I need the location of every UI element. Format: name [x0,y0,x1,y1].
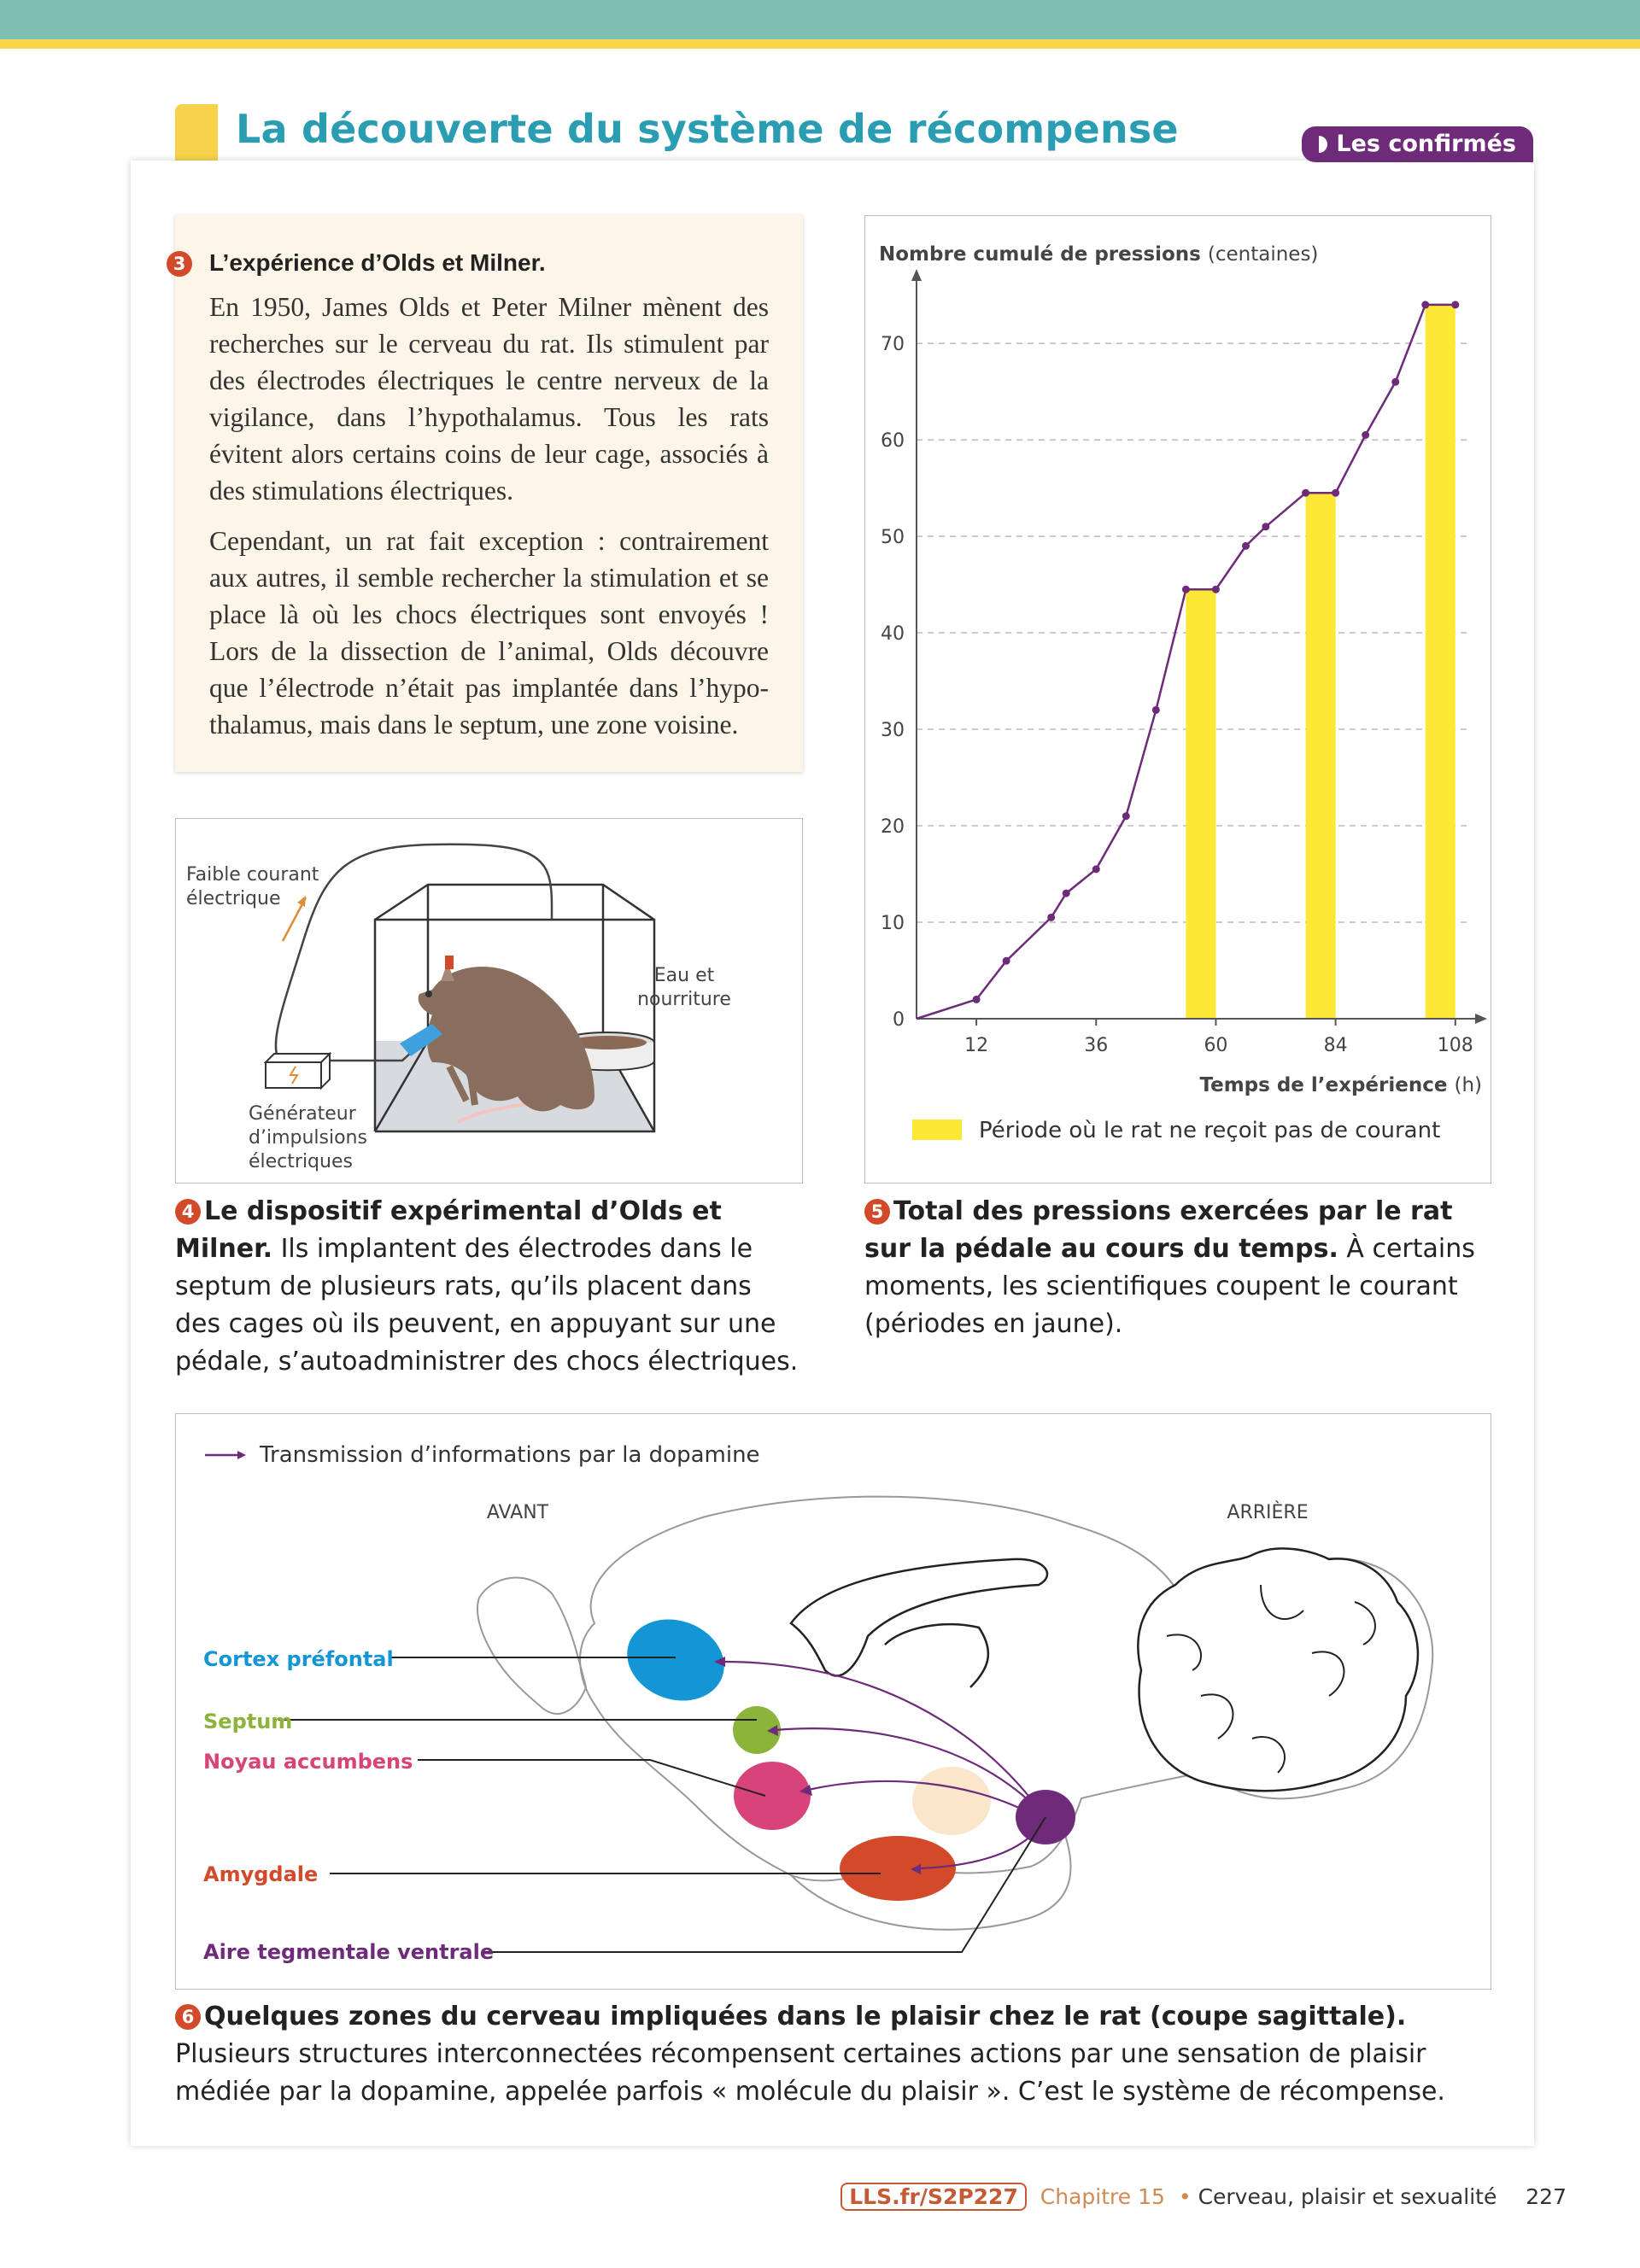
data-point-10 [1242,542,1250,550]
y-tick-label-50: 50 [881,527,905,549]
region-nucleus-accumbens [734,1762,811,1830]
level-badge [1302,126,1533,162]
doc-number-6: 6 [175,2004,201,2030]
data-point-7 [1152,706,1160,714]
data-point-15 [1391,378,1399,386]
label-generator-line2: d’impulsions [249,1127,367,1149]
data-point-16 [1421,301,1429,308]
y-axis-arrow [911,269,922,281]
label-current-line1: Faible courant [186,864,319,886]
label-vta: Aire tegmentale ventrale [203,1940,495,1964]
brain-sagittal-section [176,1414,1492,1990]
footer-separator: • [1178,2184,1192,2209]
experimental-setup-illustration [176,819,804,1184]
pulse-generator [266,1054,330,1088]
series-polyline [917,305,1456,1019]
data-point-9 [1212,586,1220,593]
dopamine-legend-label: Transmission d’informations par la dopamine [260,1442,760,1468]
data-point-17 [1451,301,1459,308]
y-tick-label-0: 0 [893,1009,905,1031]
data-point-11 [1262,523,1269,530]
x-tick-label-60: 60 [1204,1035,1228,1056]
y-tick-label-20: 20 [881,816,905,839]
no-current-bar-3 [1426,305,1456,1019]
hippocampus [885,1624,988,1687]
doc4-caption [175,1193,803,1381]
footer-chapter-title: Cerveau, plaisir et sexualité [1198,2184,1497,2209]
y-tick-label-70: 70 [881,334,905,356]
data-point-5 [1092,865,1100,873]
label-food-line2: nourriture [637,989,731,1010]
half-circle-icon [1319,136,1327,153]
olfactory-bulb [477,1577,586,1713]
doc6-caption-title: Quelques zones du cerveau impliquées dans le plaisir chez le rat (coupe sagittale). [204,2002,1407,2031]
dopamine-legend [205,1442,760,1468]
no-current-bar-2 [1306,493,1336,1019]
footer-chapter: Chapitre 15 [1040,2184,1165,2209]
doc3-paragraph-2: Cependant, un rat fait exception : contrairement aux autres, il semble rechercher la stimulation et se place là où les chocs électriques sont envoyés ! Lors de la dissection de l’animal, Olds découvre que l’électrode n’était pas implantée dans l’hypothalamus, mais dans le septum, une zone voisine. [209,526,769,739]
page-footer [840,2183,1567,2211]
doc-number-5: 5 [864,1199,890,1225]
doc6-caption [175,1998,1491,2111]
doc4-caption-title: Le dispositif expérimental d’Olds et Milner. [175,1196,722,1264]
cumulative-presses-chart-frame [864,215,1491,1184]
y-tick-label-40: 40 [881,623,905,646]
no-current-bar-1 [1186,589,1215,1019]
data-point-3 [1047,914,1055,921]
x-tick-label-36: 36 [1084,1035,1109,1056]
chart-y-label-main: Nombre cumulé de pressions [879,243,1201,266]
chart-y-label-unit: (centaines) [1207,243,1319,266]
cumulative-presses-chart [865,216,1492,1184]
footer-page-number: 227 [1526,2184,1567,2209]
label-back: ARRIÈRE [1227,1502,1309,1523]
region-amygdala [840,1836,956,1901]
doc5-caption-title: Total des pressions exercées par le rat sur la pédale au cours du temps. [864,1196,1453,1264]
label-generator-line3: électriques [249,1151,353,1172]
region-neutral [912,1767,991,1835]
chart-bars [1186,305,1455,1019]
y-tick-label-30: 30 [881,720,905,742]
brain-section-figure [175,1413,1491,1990]
cerebellum [1138,1548,1418,1791]
data-point-8 [1182,586,1190,593]
doc4-caption-text: Ils implantent des électrodes dans le septum de plusieurs rats, qu’ils placent dans des cages où ils peuvent, en appuyant sur une pédale, s’autoadministrer des chocs électriques. [175,1234,799,1377]
y-tick-label-10: 10 [881,913,905,935]
legend-label: Période où le rat ne reçoit pas de courant [979,1118,1441,1143]
chart-x-label-unit: (h) [1454,1074,1482,1096]
label-front: AVANT [486,1502,549,1523]
x-tick-label-84: 84 [1323,1035,1348,1056]
page-title: La découverte du système de récompense [236,106,1179,152]
chart-y-label [879,243,1318,266]
doc5-caption-text: À certains moments, les scientifiques coupent le courant (périodes en jaune). [864,1234,1475,1339]
level-badge-label: Les confirmés [1336,131,1516,157]
data-point-4 [1063,890,1070,897]
y-tick-label-60: 60 [881,430,905,453]
label-food-line1: Eau et [653,965,715,986]
data-point-12 [1302,489,1309,497]
chart-x-label-main: Temps de l’expérience [1199,1074,1448,1096]
corpus-callosum [791,1559,1047,1676]
x-tick-label-12: 12 [964,1035,989,1056]
data-point-1 [973,996,981,1003]
data-point-13 [1332,489,1339,497]
doc3-heading: L’expérience d’Olds et Milner. [209,249,546,276]
data-point-6 [1122,812,1130,820]
footer-link[interactable]: LLS.fr/S2P227 [840,2183,1027,2211]
doc5-caption [864,1193,1491,1343]
doc-number-3: 3 [167,251,192,277]
label-prefrontal-cortex: Cortex préfontal [203,1647,394,1671]
doc6-caption-text: Plusieurs structures interconnectées récompensent certaines actions par une sensation de plaisir médiée par la dopamine, appelée parfois « molécule du plaisir ». C’est le système de récompense. [175,2039,1445,2107]
label-generator-line1: Générateur [249,1103,356,1125]
legend-swatch [912,1119,962,1140]
x-tick-label-108: 108 [1437,1035,1473,1056]
top-color-band [0,0,1640,39]
doc3-paragraph-1: En 1950, James Olds et Peter Milner mènent des recherches sur le cerveau du rat. Ils stimulent par des électrodes électriques le centre nerveux de la vigilance, dans l’hypothalamus. Tous les rats évitent alors certains coins de leur cage, associés à des stimulations électriques. [209,292,769,506]
x-axis-arrow [1475,1014,1487,1024]
top-yellow-line [0,39,1640,49]
region-prefrontal-cortex [616,1606,735,1714]
data-point-2 [1003,957,1010,965]
data-point-14 [1362,431,1369,439]
doc-number-4: 4 [175,1199,201,1225]
label-current-line2: électrique [186,888,281,909]
label-septum: Septum [203,1710,293,1733]
label-nucleus-accumbens: Noyau accumbens [203,1750,413,1774]
label-amygdala: Amygdale [203,1862,319,1886]
chart-x-label [1199,1074,1482,1096]
chart-ticks [881,334,1473,1056]
document-3-text-box [175,215,803,772]
experimental-setup-figure [175,818,803,1184]
